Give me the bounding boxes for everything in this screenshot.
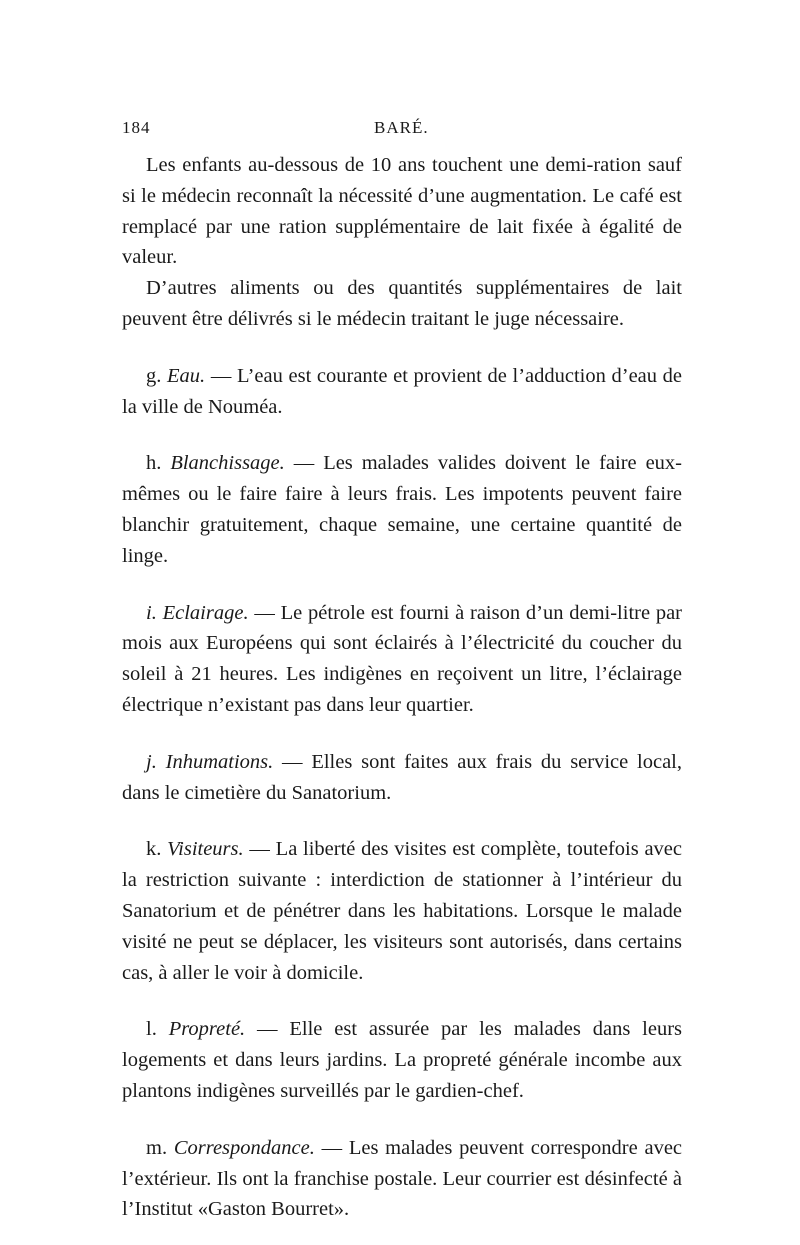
section-g bbox=[122, 361, 682, 423]
section-title: Eclairage. bbox=[162, 601, 249, 624]
section-m bbox=[122, 1133, 682, 1225]
section-text: — Elle est assurée par les malades dans leurs logements et dans leurs jardins. La propreté générale incombe aux plantons indigènes surveillés par le gardien-chef. bbox=[122, 1018, 683, 1102]
section-text: — Les malades peuvent correspondre avec l’extérieur. Ils ont la franchise postale. Leur courrier est désinfecté à l’Institut «Gaston Bourret». bbox=[122, 1136, 683, 1221]
section-title: Propreté. bbox=[168, 1018, 246, 1041]
section-letter: m. bbox=[146, 1136, 168, 1159]
section-text: — L’eau est courante et provient de l’adduction d’eau de la ville de Nouméa. bbox=[122, 364, 683, 418]
section-letter: i. bbox=[146, 601, 157, 624]
section-k bbox=[122, 834, 682, 988]
intro-paragraph-2: D’autres aliments ou des quantités supplémentaires de lait peuvent être délivrés si le médecin traitant le juge nécessaire. bbox=[122, 277, 682, 330]
section-text: — Les malades valides doivent le faire eux-mêmes ou le faire faire à leurs frais. Les impotents peuvent faire blanchir gratuitement, chaque semaine, une certaine quantité de linge. bbox=[122, 452, 682, 567]
section-letter: h. bbox=[146, 452, 162, 475]
section-h bbox=[122, 448, 682, 571]
section-letter: k. bbox=[146, 838, 162, 861]
page-number: 184 bbox=[122, 118, 151, 137]
section-title: Eau. bbox=[167, 364, 206, 387]
section-j bbox=[122, 747, 682, 809]
section-letter: j. bbox=[146, 750, 157, 773]
section-i bbox=[122, 598, 682, 721]
section-l bbox=[122, 1014, 682, 1106]
section-letter: l. bbox=[146, 1018, 157, 1041]
running-head: BARÉ. bbox=[374, 118, 429, 137]
page-header bbox=[122, 118, 682, 150]
section-title: Correspondance. bbox=[173, 1136, 315, 1159]
section-title: Blanchissage. bbox=[170, 452, 285, 475]
intro-paragraph-1: Les enfants au-dessous de 10 ans touchent une demi-ration sauf si le médecin reconnaît la nécessité d’une augmentation. Le café est remplacé par une ration supplémentaire de lait fixée à égalité de valeur. bbox=[122, 154, 682, 269]
section-letter: g. bbox=[146, 364, 162, 387]
section-text: — La liberté des visites est complète, toutefois avec la restriction suivante : interdiction de stationner à l’intérieur du Sanatorium et de pénétrer dans les habitations. Lorsque le malade visité ne peut se déplacer, les visiteurs sont autorisés, dans certains cas, à aller le voir à domicile. bbox=[122, 838, 682, 984]
section-text: — Elles sont faites aux frais du service local, dans le cimetière du Sanatorium. bbox=[122, 750, 683, 804]
document-page bbox=[122, 118, 682, 1225]
section-title: Inhumations. bbox=[165, 750, 274, 773]
section-text: — Le pétrole est fourni à raison d’un demi-litre par mois aux Européens qui sont éclairés à l’électricité du coucher du soleil à 21 heures. Les indigènes en reçoivent un litre, l’éclairage électrique n’existant pas dans leur quartier. bbox=[122, 601, 683, 716]
section-title: Visiteurs. bbox=[167, 838, 244, 861]
